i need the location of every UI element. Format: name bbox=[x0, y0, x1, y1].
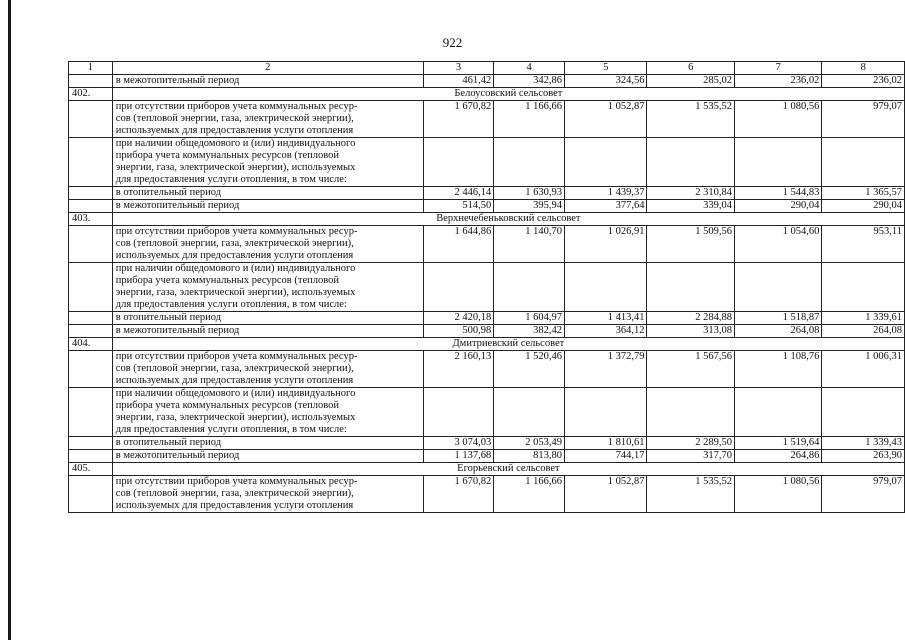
value-cell: 1 518,87 bbox=[734, 312, 821, 325]
value-cell: 2 284,88 bbox=[647, 312, 734, 325]
value-cell: 324,56 bbox=[564, 75, 647, 88]
section-number: 402. bbox=[69, 88, 113, 101]
value-cell: 461,42 bbox=[423, 75, 494, 88]
value-cell: 377,64 bbox=[564, 200, 647, 213]
row-number-cell bbox=[69, 75, 113, 88]
row-label-line: используемых для предоставления услуги отопления bbox=[115, 125, 354, 136]
row-label bbox=[112, 101, 423, 138]
value-cell: 1 140,70 bbox=[494, 226, 565, 263]
table-header-row bbox=[69, 62, 905, 75]
row-number-cell bbox=[69, 325, 113, 338]
section-name: Дмитриевский сельсовет bbox=[112, 338, 904, 351]
value-cell: 813,80 bbox=[494, 450, 565, 463]
row-label bbox=[112, 263, 423, 312]
table-row bbox=[69, 388, 905, 437]
value-cell bbox=[734, 263, 821, 312]
row-label: в межотопительный период bbox=[112, 450, 423, 463]
row-label-line: при наличии общедомового и (или) индивидуального bbox=[115, 263, 356, 274]
value-cell: 1 567,56 bbox=[647, 351, 734, 388]
section-number: 405. bbox=[69, 463, 113, 476]
value-cell bbox=[423, 263, 494, 312]
row-label-line: сов (тепловой энергии, газа, электрической энергии), bbox=[115, 488, 354, 499]
row-label bbox=[112, 226, 423, 263]
value-cell bbox=[564, 138, 647, 187]
row-label-line: для предоставления услуги отопления, в том числе: bbox=[115, 174, 347, 185]
value-cell: 1 630,93 bbox=[494, 187, 565, 200]
value-cell: 1 052,87 bbox=[564, 101, 647, 138]
value-cell: 1 439,37 bbox=[564, 187, 647, 200]
table-row bbox=[69, 200, 905, 213]
section-number: 404. bbox=[69, 338, 113, 351]
value-cell: 1 026,91 bbox=[564, 226, 647, 263]
row-label bbox=[112, 351, 423, 388]
value-cell: 1 544,83 bbox=[734, 187, 821, 200]
row-number-cell bbox=[69, 187, 113, 200]
value-cell bbox=[494, 138, 565, 187]
row-label: в межотопительный период bbox=[112, 325, 423, 338]
tariff-table bbox=[68, 61, 905, 513]
row-label-line: при наличии общедомового и (или) индивидуального bbox=[115, 138, 356, 149]
value-cell: 264,86 bbox=[734, 450, 821, 463]
value-cell: 1 670,82 bbox=[423, 101, 494, 138]
row-label-line: при наличии общедомового и (или) индивидуального bbox=[115, 388, 356, 399]
value-cell: 1 166,66 bbox=[494, 476, 565, 513]
row-label-line: при отсутствии приборов учета коммунальных ресур- bbox=[115, 101, 358, 112]
value-cell: 395,94 bbox=[494, 200, 565, 213]
row-number-cell bbox=[69, 101, 113, 138]
value-cell: 953,11 bbox=[822, 226, 905, 263]
value-cell: 1 535,52 bbox=[647, 101, 734, 138]
value-cell bbox=[647, 138, 734, 187]
row-label: в отопительный период bbox=[112, 437, 423, 450]
header-cell: 6 bbox=[647, 62, 734, 75]
table-row bbox=[69, 263, 905, 312]
value-cell: 263,90 bbox=[822, 450, 905, 463]
value-cell: 342,86 bbox=[494, 75, 565, 88]
value-cell: 1 509,56 bbox=[647, 226, 734, 263]
value-cell bbox=[494, 263, 565, 312]
value-cell: 264,08 bbox=[734, 325, 821, 338]
table-row bbox=[69, 75, 905, 88]
page-binding-edge bbox=[8, 0, 11, 640]
row-label-line: для предоставления услуги отопления, в том числе: bbox=[115, 299, 347, 310]
row-label-line: используемых для предоставления услуги отопления bbox=[115, 250, 354, 261]
row-number-cell bbox=[69, 200, 113, 213]
row-label-line: используемых для предоставления услуги отопления bbox=[115, 375, 354, 386]
value-cell: 236,02 bbox=[822, 75, 905, 88]
section-row bbox=[69, 338, 905, 351]
value-cell: 285,02 bbox=[647, 75, 734, 88]
row-label bbox=[112, 476, 423, 513]
header-cell: 1 bbox=[69, 62, 113, 75]
value-cell bbox=[734, 138, 821, 187]
row-label bbox=[112, 388, 423, 437]
table-row bbox=[69, 325, 905, 338]
row-number-cell bbox=[69, 312, 113, 325]
row-label: в межотопительный период bbox=[112, 75, 423, 88]
section-row bbox=[69, 88, 905, 101]
header-cell: 5 bbox=[564, 62, 647, 75]
value-cell: 1 080,56 bbox=[734, 101, 821, 138]
value-cell: 1 520,46 bbox=[494, 351, 565, 388]
section-row bbox=[69, 213, 905, 226]
table-row bbox=[69, 187, 905, 200]
row-label-line: прибора учета коммунальных ресурсов (тепловой bbox=[115, 275, 339, 286]
value-cell: 1 810,61 bbox=[564, 437, 647, 450]
value-cell bbox=[822, 138, 905, 187]
table-row bbox=[69, 476, 905, 513]
table-row bbox=[69, 101, 905, 138]
row-label bbox=[112, 138, 423, 187]
value-cell: 313,08 bbox=[647, 325, 734, 338]
value-cell bbox=[423, 138, 494, 187]
value-cell: 1 339,61 bbox=[822, 312, 905, 325]
table-row bbox=[69, 226, 905, 263]
row-label-line: сов (тепловой энергии, газа, электрической энергии), bbox=[115, 238, 354, 249]
value-cell: 1 137,68 bbox=[423, 450, 494, 463]
value-cell: 2 446,14 bbox=[423, 187, 494, 200]
value-cell: 1 365,57 bbox=[822, 187, 905, 200]
row-number-cell bbox=[69, 138, 113, 187]
value-cell: 364,12 bbox=[564, 325, 647, 338]
row-label: в межотопительный период bbox=[112, 200, 423, 213]
value-cell: 1 670,82 bbox=[423, 476, 494, 513]
page-number: 922 bbox=[442, 35, 463, 50]
row-number-cell bbox=[69, 351, 113, 388]
value-cell: 1 413,41 bbox=[564, 312, 647, 325]
row-label-line: для предоставления услуги отопления, в том числе: bbox=[115, 424, 347, 435]
row-label-line: при отсутствии приборов учета коммунальных ресур- bbox=[115, 476, 358, 487]
value-cell: 500,98 bbox=[423, 325, 494, 338]
value-cell: 2 160,13 bbox=[423, 351, 494, 388]
section-name: Верхнечебеньковский сельсовет bbox=[112, 213, 904, 226]
value-cell bbox=[734, 388, 821, 437]
row-number-cell bbox=[69, 263, 113, 312]
value-cell bbox=[423, 388, 494, 437]
section-name: Белоусовский сельсовет bbox=[112, 88, 904, 101]
value-cell: 1 166,66 bbox=[494, 101, 565, 138]
row-label-line: прибора учета коммунальных ресурсов (тепловой bbox=[115, 400, 339, 411]
value-cell: 290,04 bbox=[822, 200, 905, 213]
value-cell bbox=[564, 388, 647, 437]
table-row bbox=[69, 312, 905, 325]
row-label-line: сов (тепловой энергии, газа, электрической энергии), bbox=[115, 113, 354, 124]
value-cell bbox=[822, 388, 905, 437]
value-cell: 339,04 bbox=[647, 200, 734, 213]
section-number: 403. bbox=[69, 213, 113, 226]
value-cell: 744,17 bbox=[564, 450, 647, 463]
header-cell: 2 bbox=[112, 62, 423, 75]
value-cell: 1 080,56 bbox=[734, 476, 821, 513]
row-number-cell bbox=[69, 388, 113, 437]
table-row bbox=[69, 437, 905, 450]
value-cell: 979,07 bbox=[822, 101, 905, 138]
value-cell: 514,50 bbox=[423, 200, 494, 213]
value-cell: 264,08 bbox=[822, 325, 905, 338]
row-number-cell bbox=[69, 450, 113, 463]
value-cell bbox=[494, 388, 565, 437]
value-cell: 2 420,18 bbox=[423, 312, 494, 325]
value-cell: 1 519,64 bbox=[734, 437, 821, 450]
header-cell: 4 bbox=[494, 62, 565, 75]
value-cell: 317,70 bbox=[647, 450, 734, 463]
value-cell bbox=[647, 263, 734, 312]
value-cell: 1 644,86 bbox=[423, 226, 494, 263]
header-cell: 8 bbox=[822, 62, 905, 75]
row-label-line: при отсутствии приборов учета коммунальных ресур- bbox=[115, 226, 358, 237]
value-cell: 382,42 bbox=[494, 325, 565, 338]
row-label-line: прибора учета коммунальных ресурсов (тепловой bbox=[115, 150, 339, 161]
value-cell: 1 372,79 bbox=[564, 351, 647, 388]
value-cell: 3 074,03 bbox=[423, 437, 494, 450]
row-label: в отопительный период bbox=[112, 312, 423, 325]
value-cell: 979,07 bbox=[822, 476, 905, 513]
row-number-cell bbox=[69, 226, 113, 263]
row-number-cell bbox=[69, 476, 113, 513]
value-cell bbox=[647, 388, 734, 437]
value-cell bbox=[822, 263, 905, 312]
value-cell: 2 053,49 bbox=[494, 437, 565, 450]
value-cell: 1 535,52 bbox=[647, 476, 734, 513]
value-cell: 1 052,87 bbox=[564, 476, 647, 513]
table-row bbox=[69, 351, 905, 388]
header-cell: 7 bbox=[734, 62, 821, 75]
section-name: Егорьевский сельсовет bbox=[112, 463, 904, 476]
value-cell bbox=[564, 263, 647, 312]
section-row bbox=[69, 463, 905, 476]
table-row bbox=[69, 450, 905, 463]
row-label-line: энергии, газа, электрической энергии), используемых bbox=[115, 162, 356, 173]
value-cell: 290,04 bbox=[734, 200, 821, 213]
value-cell: 1 108,76 bbox=[734, 351, 821, 388]
value-cell: 1 604,97 bbox=[494, 312, 565, 325]
row-label: в отопительный период bbox=[112, 187, 423, 200]
value-cell: 2 310,84 bbox=[647, 187, 734, 200]
value-cell: 1 339,43 bbox=[822, 437, 905, 450]
row-label-line: энергии, газа, электрической энергии), используемых bbox=[115, 412, 356, 423]
row-label-line: сов (тепловой энергии, газа, электрической энергии), bbox=[115, 363, 354, 374]
table-row bbox=[69, 138, 905, 187]
value-cell: 1 054,60 bbox=[734, 226, 821, 263]
row-label-line: энергии, газа, электрической энергии), используемых bbox=[115, 287, 356, 298]
row-label-line: используемых для предоставления услуги отопления bbox=[115, 500, 354, 511]
value-cell: 1 006,31 bbox=[822, 351, 905, 388]
row-number-cell bbox=[69, 437, 113, 450]
value-cell: 2 289,50 bbox=[647, 437, 734, 450]
row-label-line: при отсутствии приборов учета коммунальных ресур- bbox=[115, 351, 358, 362]
header-cell: 3 bbox=[423, 62, 494, 75]
value-cell: 236,02 bbox=[734, 75, 821, 88]
